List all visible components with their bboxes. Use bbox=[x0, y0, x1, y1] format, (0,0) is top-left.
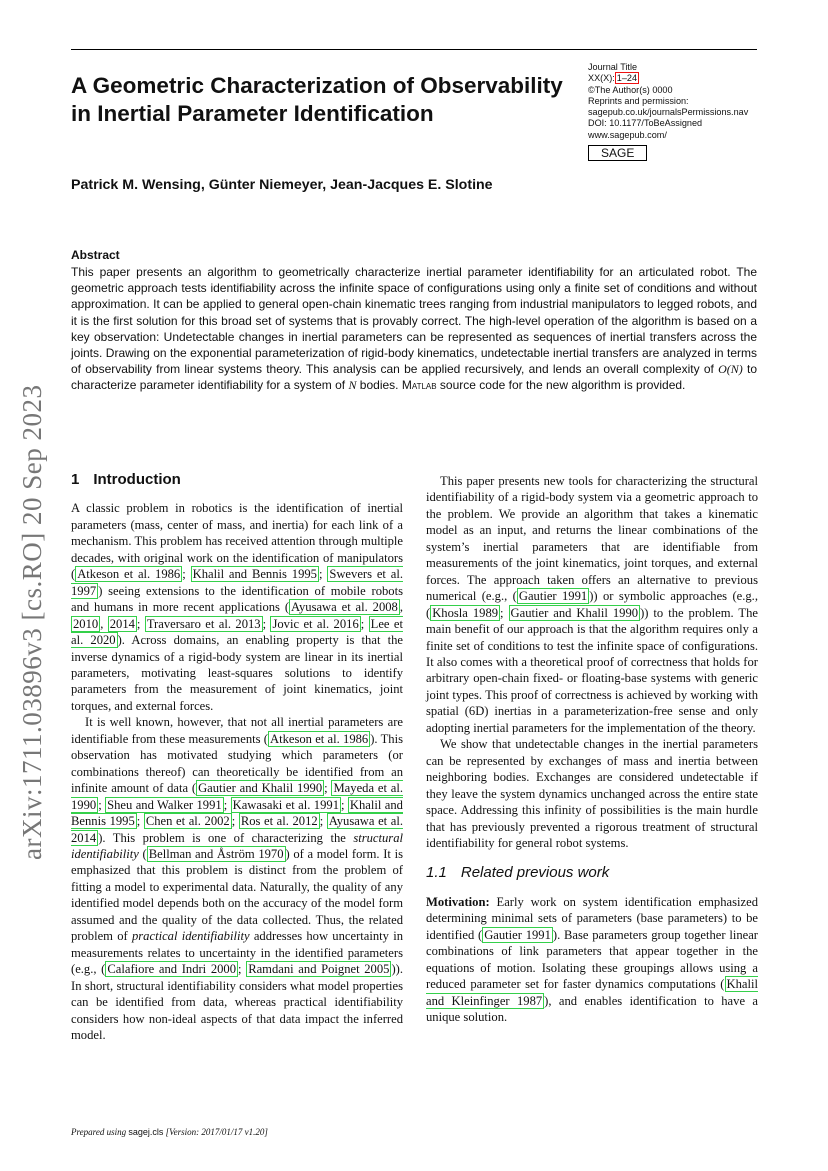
citation-link[interactable]: Jovic et al. 2016 bbox=[272, 616, 359, 631]
citation-link[interactable]: Ros et al. 2012 bbox=[240, 814, 318, 829]
citation-link[interactable]: Bellman and Åström 1970 bbox=[148, 846, 284, 861]
citation-link[interactable]: Atkeson et al. 1986 bbox=[77, 567, 181, 582]
citation-link[interactable]: Lee et al. 2020 bbox=[71, 616, 403, 648]
math-N: N bbox=[348, 378, 357, 393]
journal-info bbox=[588, 62, 768, 161]
sage-logo: SAGE bbox=[588, 145, 647, 161]
citation-link[interactable]: Sheu and Walker 1991 bbox=[107, 797, 222, 812]
citation-link[interactable]: Khalil and Bennis 1995 bbox=[71, 797, 403, 829]
intro-paragraph-3: This paper presents new tools for characterizing the structural identifiability of a rigid-body system via a geometric approach to the problem. We provide an algorithm that takes a kinematic model as an input, and returns the linear combinations of the system’s inertial parameters that are identifiable from measurements of the joint kinematics, joint torques, and external forces. The approach taken offers an alternative to previous numerical (e.g., ( Gautier 1991 )) or symbolic approaches (e.g., ( Khosla 1989 ; Gautier and Khalil 1990 )) to the problem. The main benefit of our approach is that the algorithm requires only a finite set of conditions to test the infinite space of configurations. It also comes with a theoretical proof of correctness that holds for arbitrary open-chain fixed- or floating-base systems with generic joint types. This proof of correctness is achieved by working with spatial (6D) inertias in a parameterization-free sense and only adopting inertial parameters for the implementation of the theory. bbox=[426, 474, 758, 735]
citation-link[interactable]: Gautier and Khalil 1990 bbox=[510, 605, 639, 620]
citation-link[interactable]: Gautier 1991 bbox=[484, 927, 551, 942]
abstract-heading: Abstract bbox=[71, 248, 120, 262]
matlab-name: Matlab bbox=[401, 378, 437, 393]
subsection-heading-related-work: 1.1 Related previous work bbox=[426, 864, 610, 882]
doi: DOI: 10.1177/ToBeAssigned bbox=[588, 118, 703, 129]
journal-volume: XX(X): 1–24 bbox=[588, 73, 638, 84]
intro-paragraph-2: It is well known, however, that not all inertial parameters are identifiable from these measurements ( Atkeson et al. 1986 ). This observation has motivated studying which parameters (or combinations thereof) can theoretically be identified from an infinite amount of data ( Gautier and Khalil 1990 ; Mayeda et al. 1990 ; Sheu and Walker 1991 ; Kawasaki et al. 1991 ; Khalil and Bennis 1995 ; Chen et al. 2002 ; Ros et al. 2012 ; Ayusawa et al. 2014 ). This problem is one of characterizing the structural identifiability ( Bellman and Åström 1970 ) of a model form. It is emphasized that this problem is distinct from the problem of fitting a model to experimental data. Naturally, the quality of any identified model depends both on the accuracy of the model form assumed and the quality of the data collected. Thus, the related problem of practical identifiability addresses how uncertainty in measurements relates to uncertainty in the identified parameters (e.g., ( Calafiore and Indri 2000 ; Ramdani and Poignet 2005 )). In short, structural identifiability considers what model properties can be identified from data, whereas practical identifiability considers how non-ideal aspects of that data impact the inferred model. bbox=[71, 715, 404, 1042]
copyright: ©The Author(s) 0000 bbox=[588, 84, 673, 95]
reprints-url: sagepub.co.uk/journalsPermissions.nav bbox=[588, 107, 749, 118]
left-column bbox=[71, 472, 403, 1043]
abstract-body: This paper presents an algorithm to geometrically characterize inertial parameter identifiability for an articulated robot. The geometric approach tests identifiability across the infinite space of configurations using only a finite set of conditions and without approximation. It can be applied to general open-chain kinematic trees ranging from industrial manipulators to legged robots, and it is the first solution for this broad set of systems that is provably correct. The high-level operation of the algorithm is based on a key observation: Undetectable changes in inertial parameters can be represented as sequences of inertial transfers across the joints. Drawing on the exponential parameterization of rigid-body kinematics, undetectable inertial transfers are analyzed in terms of observability from linear systems theory. This analysis can be applied recursively, and lends an overall complexity of O(N) to characterize parameter identifiability for a system of N bodies. Matlab source code for the new algorithm is provided. bbox=[71, 265, 757, 393]
citation-link[interactable]: 2010 bbox=[73, 616, 99, 631]
paper-title: A Geometric Characterization of Observability in Inertial Parameter Identification bbox=[71, 73, 563, 126]
arxiv-stamp: arXiv:1711.03896v3 [cs.RO] 20 Sep 2023 bbox=[17, 384, 47, 860]
math-O-N: O(N) bbox=[718, 362, 743, 377]
journal-title: Journal Title bbox=[588, 62, 638, 72]
right-column bbox=[426, 473, 758, 1026]
section-heading-introduction: 1 Introduction bbox=[71, 471, 181, 488]
related-work-paragraph: Motivation: Early work on system identification emphasized determining minimal sets of parameters (base parameters) to be identified ( Gautier 1991 ). Base parameters group together linear combinations of link parameters that appear together in the equations of motion. Isolating these groupings allows using a reduced parameter set for faster dynamics computations ( Khalil and Kleinfinger 1987 ), and enables identification to have a unique solution. bbox=[426, 894, 759, 1025]
citation-link[interactable]: 2014 bbox=[109, 616, 135, 631]
citation-link[interactable]: Ayusawa et al. 2008 bbox=[291, 600, 398, 615]
citation-link[interactable]: Gautier and Khalil 1990 bbox=[198, 781, 323, 796]
intro-paragraph-4: We show that undetectable changes in the inertial parameters can be represented by exchanges of mass and inertia between neighboring bodies. Exchanges are considered undetectable if they leave the system dynamics unchanged across the entire state space. Addressing this infinity of possibilities is the main hurdle that has previously prevented a rigorous treatment of structural identifiability for general robot systems. bbox=[426, 737, 758, 850]
citation-link[interactable]: Ramdani and Poignet 2005 bbox=[248, 962, 390, 977]
intro-paragraph-1: A classic problem in robotics is the identification of inertial parameters (mass, center of mass, and inertia) for each link of a mechanism. This problem has received attention through multiple decades, with original work on the identification of manipulators ( Atkeson et al. 1986 ; Khalil and Bennis 1995 ; Swevers et al. 1997 ) seeing extensions to the identification of mobile robots and humans in more recent applications ( Ayusawa et al. 2008 , 2010 , 2014 ; Traversaro et al. 2013 ; Jovic et al. 2016 ; Lee et al. 2020 ). Across domains, an enabling property is that the inverse dynamics of a rigid-body system are linear in its inertial parameters, motivating least-squares solutions to identify parameters from the measurement of joint kinematics, joint torques, and external forces. bbox=[71, 501, 404, 713]
page-range-link[interactable]: 1–24 bbox=[616, 73, 638, 84]
header-rule bbox=[71, 49, 757, 50]
citation-link[interactable]: Khalil and Bennis 1995 bbox=[192, 567, 317, 582]
citation-link[interactable]: Ayusawa et al. 2014 bbox=[71, 814, 403, 845]
author-list: Patrick M. Wensing, Günter Niemeyer, Jean-Jacques E. Slotine bbox=[71, 177, 493, 193]
website: www.sagepub.com/ bbox=[588, 129, 667, 140]
citation-link[interactable]: Khalil and Kleinfinger 1987 bbox=[426, 977, 758, 1008]
page-footer: Prepared using sagej.cls [Version: 2017/01/17 v1.20] bbox=[71, 1127, 268, 1137]
citation-link[interactable]: Calafiore and Indri 2000 bbox=[107, 962, 237, 977]
citation-link[interactable]: Swevers et al. 1997 bbox=[71, 567, 404, 598]
citation-link[interactable]: Kawasaki et al. 1991 bbox=[232, 797, 339, 812]
citation-link[interactable]: Chen et al. 2002 bbox=[145, 814, 230, 829]
reprints: Reprints and permission: bbox=[588, 95, 689, 106]
citation-link[interactable]: Gautier 1991 bbox=[518, 589, 588, 604]
citation-link[interactable]: Traversaro et al. 2013 bbox=[146, 616, 261, 631]
citation-link[interactable]: Khosla 1989 bbox=[432, 605, 499, 620]
citation-link[interactable]: Atkeson et al. 1986 bbox=[269, 731, 369, 746]
citation-link[interactable]: Mayeda et al. 1990 bbox=[71, 781, 404, 812]
